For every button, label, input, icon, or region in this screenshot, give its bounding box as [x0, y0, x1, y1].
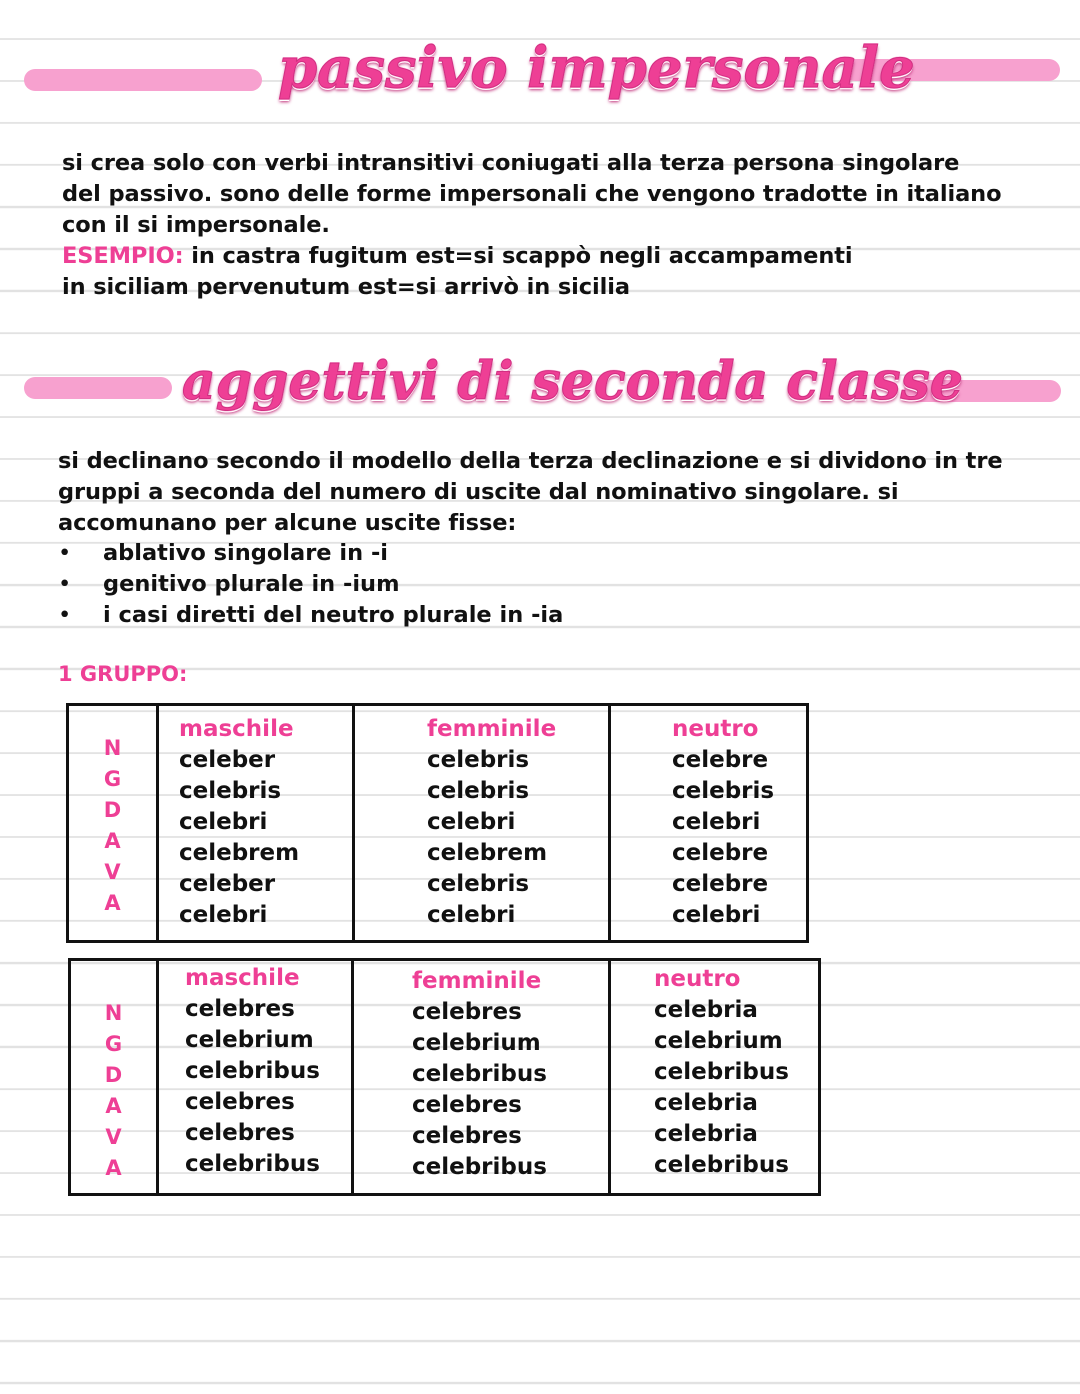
table-cell: celebres	[412, 1092, 522, 1118]
list-item: • ablativo singolare in -i	[58, 538, 563, 569]
table-cell: celebri	[179, 809, 268, 835]
case-label: G	[103, 767, 122, 791]
gender-header: femminile	[412, 968, 542, 994]
table-cell: celebris	[427, 778, 530, 804]
table-cell: celebria	[654, 997, 758, 1023]
passivo-line-3: con il si impersonale.	[62, 212, 330, 238]
example-line-1	[62, 241, 1001, 272]
table-cell: celebria	[654, 1121, 758, 1147]
table-cell: celebribus	[412, 1154, 547, 1180]
table-cell: celebre	[672, 747, 769, 773]
case-label: V	[104, 860, 121, 884]
table-cell: celebres	[412, 999, 522, 1025]
passivo-line-2: del passivo. sono delle forme impersonali che vengono tradotte in italiano	[62, 181, 1002, 207]
aggettivi-line-2: gruppi a seconda del numero di uscite dal nominativo singolare. si	[58, 479, 899, 505]
gender-header: neutro	[654, 966, 741, 992]
gender-header: maschile	[185, 965, 300, 991]
case-label: D	[104, 1063, 123, 1087]
table-cell: celebrem	[427, 840, 548, 866]
gender-column-neutro	[608, 961, 818, 1193]
table-cell: celebri	[672, 809, 761, 835]
table-cell: celebria	[654, 1090, 758, 1116]
table-cell: celebris	[179, 778, 282, 804]
gender-header: maschile	[179, 716, 294, 742]
case-label: D	[103, 798, 122, 822]
table-cell: celeber	[179, 871, 276, 897]
table-cell: celebri	[427, 902, 516, 928]
case-column	[71, 961, 156, 1193]
case-label: A	[105, 1094, 122, 1118]
declension-table-singular	[66, 703, 809, 943]
case-label: A	[104, 829, 121, 853]
example-text: in castra fugitum est=si scappò negli accampamenti	[183, 243, 853, 269]
case-label: N	[103, 736, 122, 760]
table-cell: celebrium	[412, 1030, 541, 1056]
section-title-aggettivi: aggettivi di seconda classe	[182, 351, 963, 412]
table-cell: celebribus	[654, 1152, 789, 1178]
table-cell: celebri	[179, 902, 268, 928]
heading-bar-left	[24, 377, 172, 399]
fixed-endings-list	[58, 538, 563, 631]
table-cell: celebris	[427, 871, 530, 897]
list-item: • i casi diretti del neutro plurale in -ia	[58, 600, 563, 631]
case-label: N	[104, 1001, 123, 1025]
group-label: 1 GRUPPO:	[58, 662, 188, 686]
heading-bar-left	[24, 69, 262, 91]
section-title-passivo: passivo impersonale	[278, 35, 915, 101]
case-label: A	[104, 891, 121, 915]
table-cell: celebrium	[654, 1028, 783, 1054]
passivo-description	[62, 148, 1001, 303]
example-line-2: in siciliam pervenutum est=si arrivò in sicilia	[62, 274, 630, 300]
table-cell: celebri	[672, 902, 761, 928]
declension-table-plural	[68, 958, 821, 1196]
passivo-line-1: si crea solo con verbi intransitivi coniugati alla terza persona singolare	[62, 150, 960, 176]
table-cell: celebrem	[179, 840, 300, 866]
case-label: V	[105, 1125, 122, 1149]
table-cell: celebres	[185, 996, 295, 1022]
gender-header: femminile	[427, 716, 557, 742]
table-cell: celebre	[672, 840, 769, 866]
aggettivi-line-1: si declinano secondo il modello della terza declinazione e si dividono in tre	[58, 448, 1003, 474]
table-cell: celebris	[427, 747, 530, 773]
gender-column-femminile	[351, 961, 608, 1193]
aggettivi-line-3: accomunano per alcune uscite fisse:	[58, 510, 517, 536]
example-label: ESEMPIO:	[62, 243, 184, 269]
table-cell: celeber	[179, 747, 276, 773]
table-cell: celebres	[412, 1123, 522, 1149]
gender-column-maschile	[156, 961, 351, 1193]
table-cell: celebribus	[185, 1151, 320, 1177]
table-cell: celebribus	[412, 1061, 547, 1087]
gender-column-neutro	[608, 706, 806, 940]
table-cell: celebres	[185, 1120, 295, 1146]
gender-column-femminile	[352, 706, 608, 940]
table-cell: celebre	[672, 871, 769, 897]
case-column	[69, 706, 156, 940]
gender-header: neutro	[672, 716, 759, 742]
table-cell: celebribus	[654, 1059, 789, 1085]
table-cell: celebres	[185, 1089, 295, 1115]
list-item: • genitivo plurale in -ium	[58, 569, 563, 600]
gender-column-maschile	[156, 706, 352, 940]
table-cell: celebri	[427, 809, 516, 835]
table-cell: celebris	[672, 778, 775, 804]
table-cell: celebrium	[185, 1027, 314, 1053]
case-label: G	[104, 1032, 123, 1056]
aggettivi-description	[58, 446, 1003, 539]
case-label: A	[105, 1156, 122, 1180]
table-cell: celebribus	[185, 1058, 320, 1084]
